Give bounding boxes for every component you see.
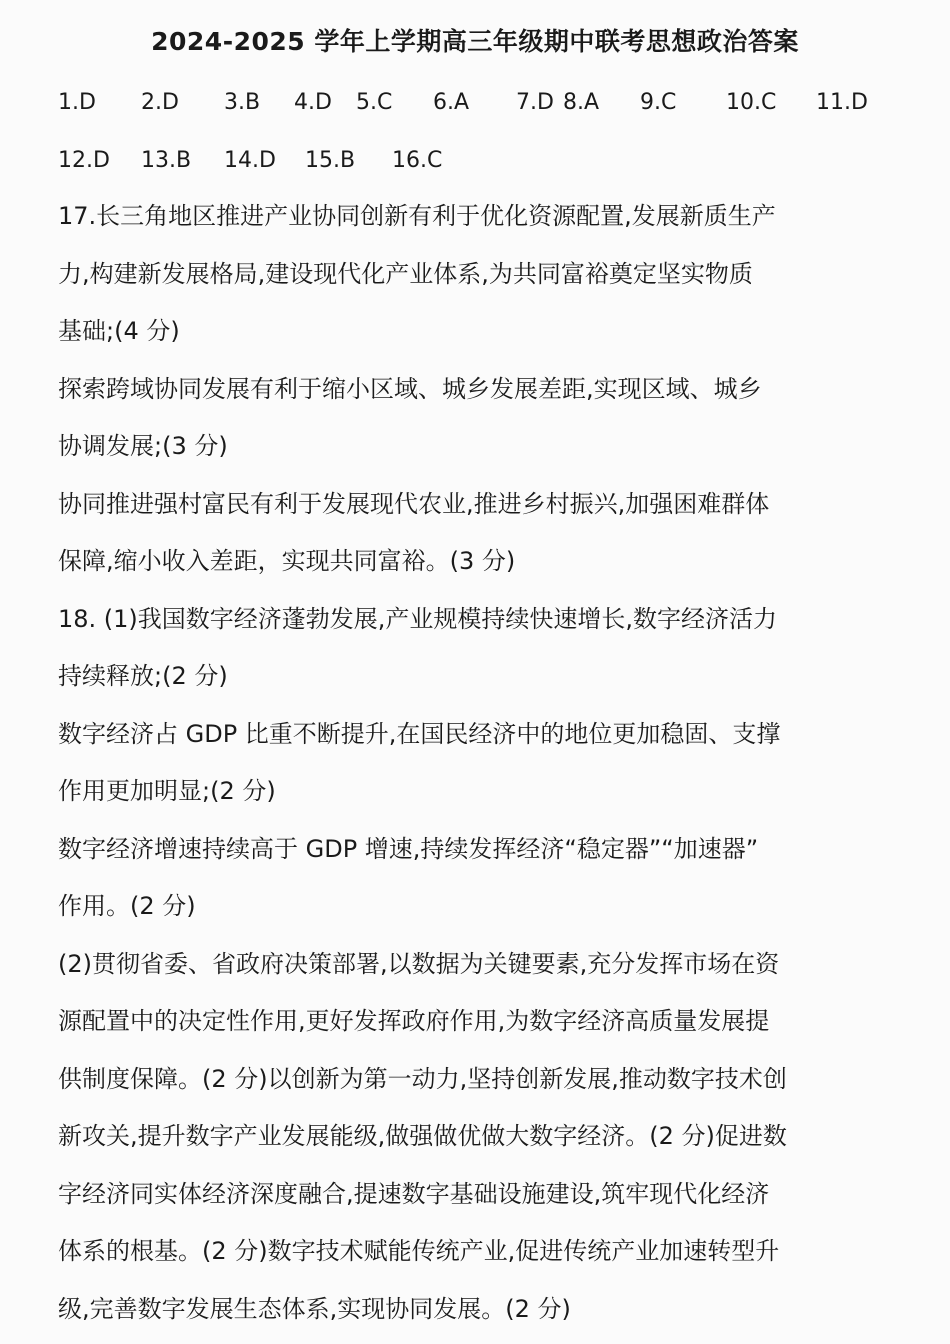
answer-line: 探索跨域协同发展有利于缩小区域、城乡发展差距,实现区域、城乡 bbox=[58, 374, 762, 403]
answer-line: 持续释放;(2 分) bbox=[58, 662, 228, 690]
answer-line: 保障,缩小收入差距，实现共同富裕。(3 分) bbox=[58, 547, 516, 575]
choice-answer: 8.A bbox=[563, 90, 600, 115]
choice-answer: 13.B bbox=[141, 148, 192, 173]
answer-line: (2)贯彻省委、省政府决策部署,以数据为关键要素,充分发挥市场在资 bbox=[58, 949, 780, 978]
answer-line: 作用更加明显;(2 分) bbox=[58, 777, 276, 805]
answer-line: 18. (1)我国数字经济蓬勃发展,产业规模持续快速增长,数字经济活力 bbox=[58, 604, 778, 633]
choice-answer: 15.B bbox=[305, 148, 356, 173]
answer-line: 数字经济占 GDP 比重不断提升,在国民经济中的地位更加稳固、支撑 bbox=[58, 719, 781, 748]
answer-line: 级,完善数字发展生态体系,实现协同发展。(2 分) bbox=[58, 1294, 571, 1323]
answer-line: 体系的根基。(2 分)数字技术赋能传统产业,促进传统产业加速转型升 bbox=[58, 1237, 780, 1265]
choice-answer: 12.D bbox=[58, 148, 110, 173]
answer-line: 17.长三角地区推进产业协同创新有利于优化资源配置,发展新质生产 bbox=[58, 202, 776, 230]
choice-answer: 7.D bbox=[516, 90, 554, 115]
choice-answers-row-1 bbox=[58, 90, 918, 130]
choice-answer: 9.C bbox=[640, 90, 677, 115]
choice-answer: 14.D bbox=[224, 148, 276, 173]
answer-line: 数字经济增速持续高于 GDP 增速,持续发挥经济“稳定器”“加速器” bbox=[58, 834, 759, 863]
choice-answer: 4.D bbox=[294, 90, 332, 115]
page-title: 2024-2025 学年上学期高三年级期中联考思想政治答案 bbox=[151, 27, 799, 56]
choice-answer: 3.B bbox=[224, 90, 261, 115]
answer-line: 字经济同实体经济深度融合,提速数字基础设施建设,筑牢现代化经济 bbox=[58, 1179, 770, 1208]
choice-answer: 2.D bbox=[141, 90, 179, 115]
answer-body bbox=[58, 188, 898, 1338]
choice-answer: 10.C bbox=[726, 90, 777, 115]
answer-line: 新攻关,提升数字产业发展能级,做强做优做大数字经济。(2 分)促进数 bbox=[58, 1122, 787, 1150]
answer-line: 作用。(2 分) bbox=[58, 892, 196, 920]
choice-answer: 5.C bbox=[356, 90, 393, 115]
answer-line: 协同推进强村富民有利于发展现代农业,推进乡村振兴,加强困难群体 bbox=[58, 489, 770, 518]
choice-answer: 1.D bbox=[58, 90, 96, 115]
answer-line: 基础;(4 分) bbox=[58, 317, 180, 345]
answer-line: 供制度保障。(2 分)以创新为第一动力,坚持创新发展,推动数字技术创 bbox=[58, 1064, 787, 1093]
choice-answer: 6.A bbox=[433, 90, 470, 115]
answer-line: 源配置中的决定性作用,更好发挥政府作用,为数字经济高质量发展提 bbox=[58, 1007, 770, 1035]
answer-line: 力,构建新发展格局,建设现代化产业体系,为共同富裕奠定坚实物质 bbox=[58, 259, 753, 288]
choice-answers-row-2 bbox=[58, 148, 918, 188]
choice-answer: 16.C bbox=[392, 148, 443, 173]
answer-line: 协调发展;(3 分) bbox=[58, 432, 228, 460]
choice-answer: 11.D bbox=[816, 90, 868, 115]
